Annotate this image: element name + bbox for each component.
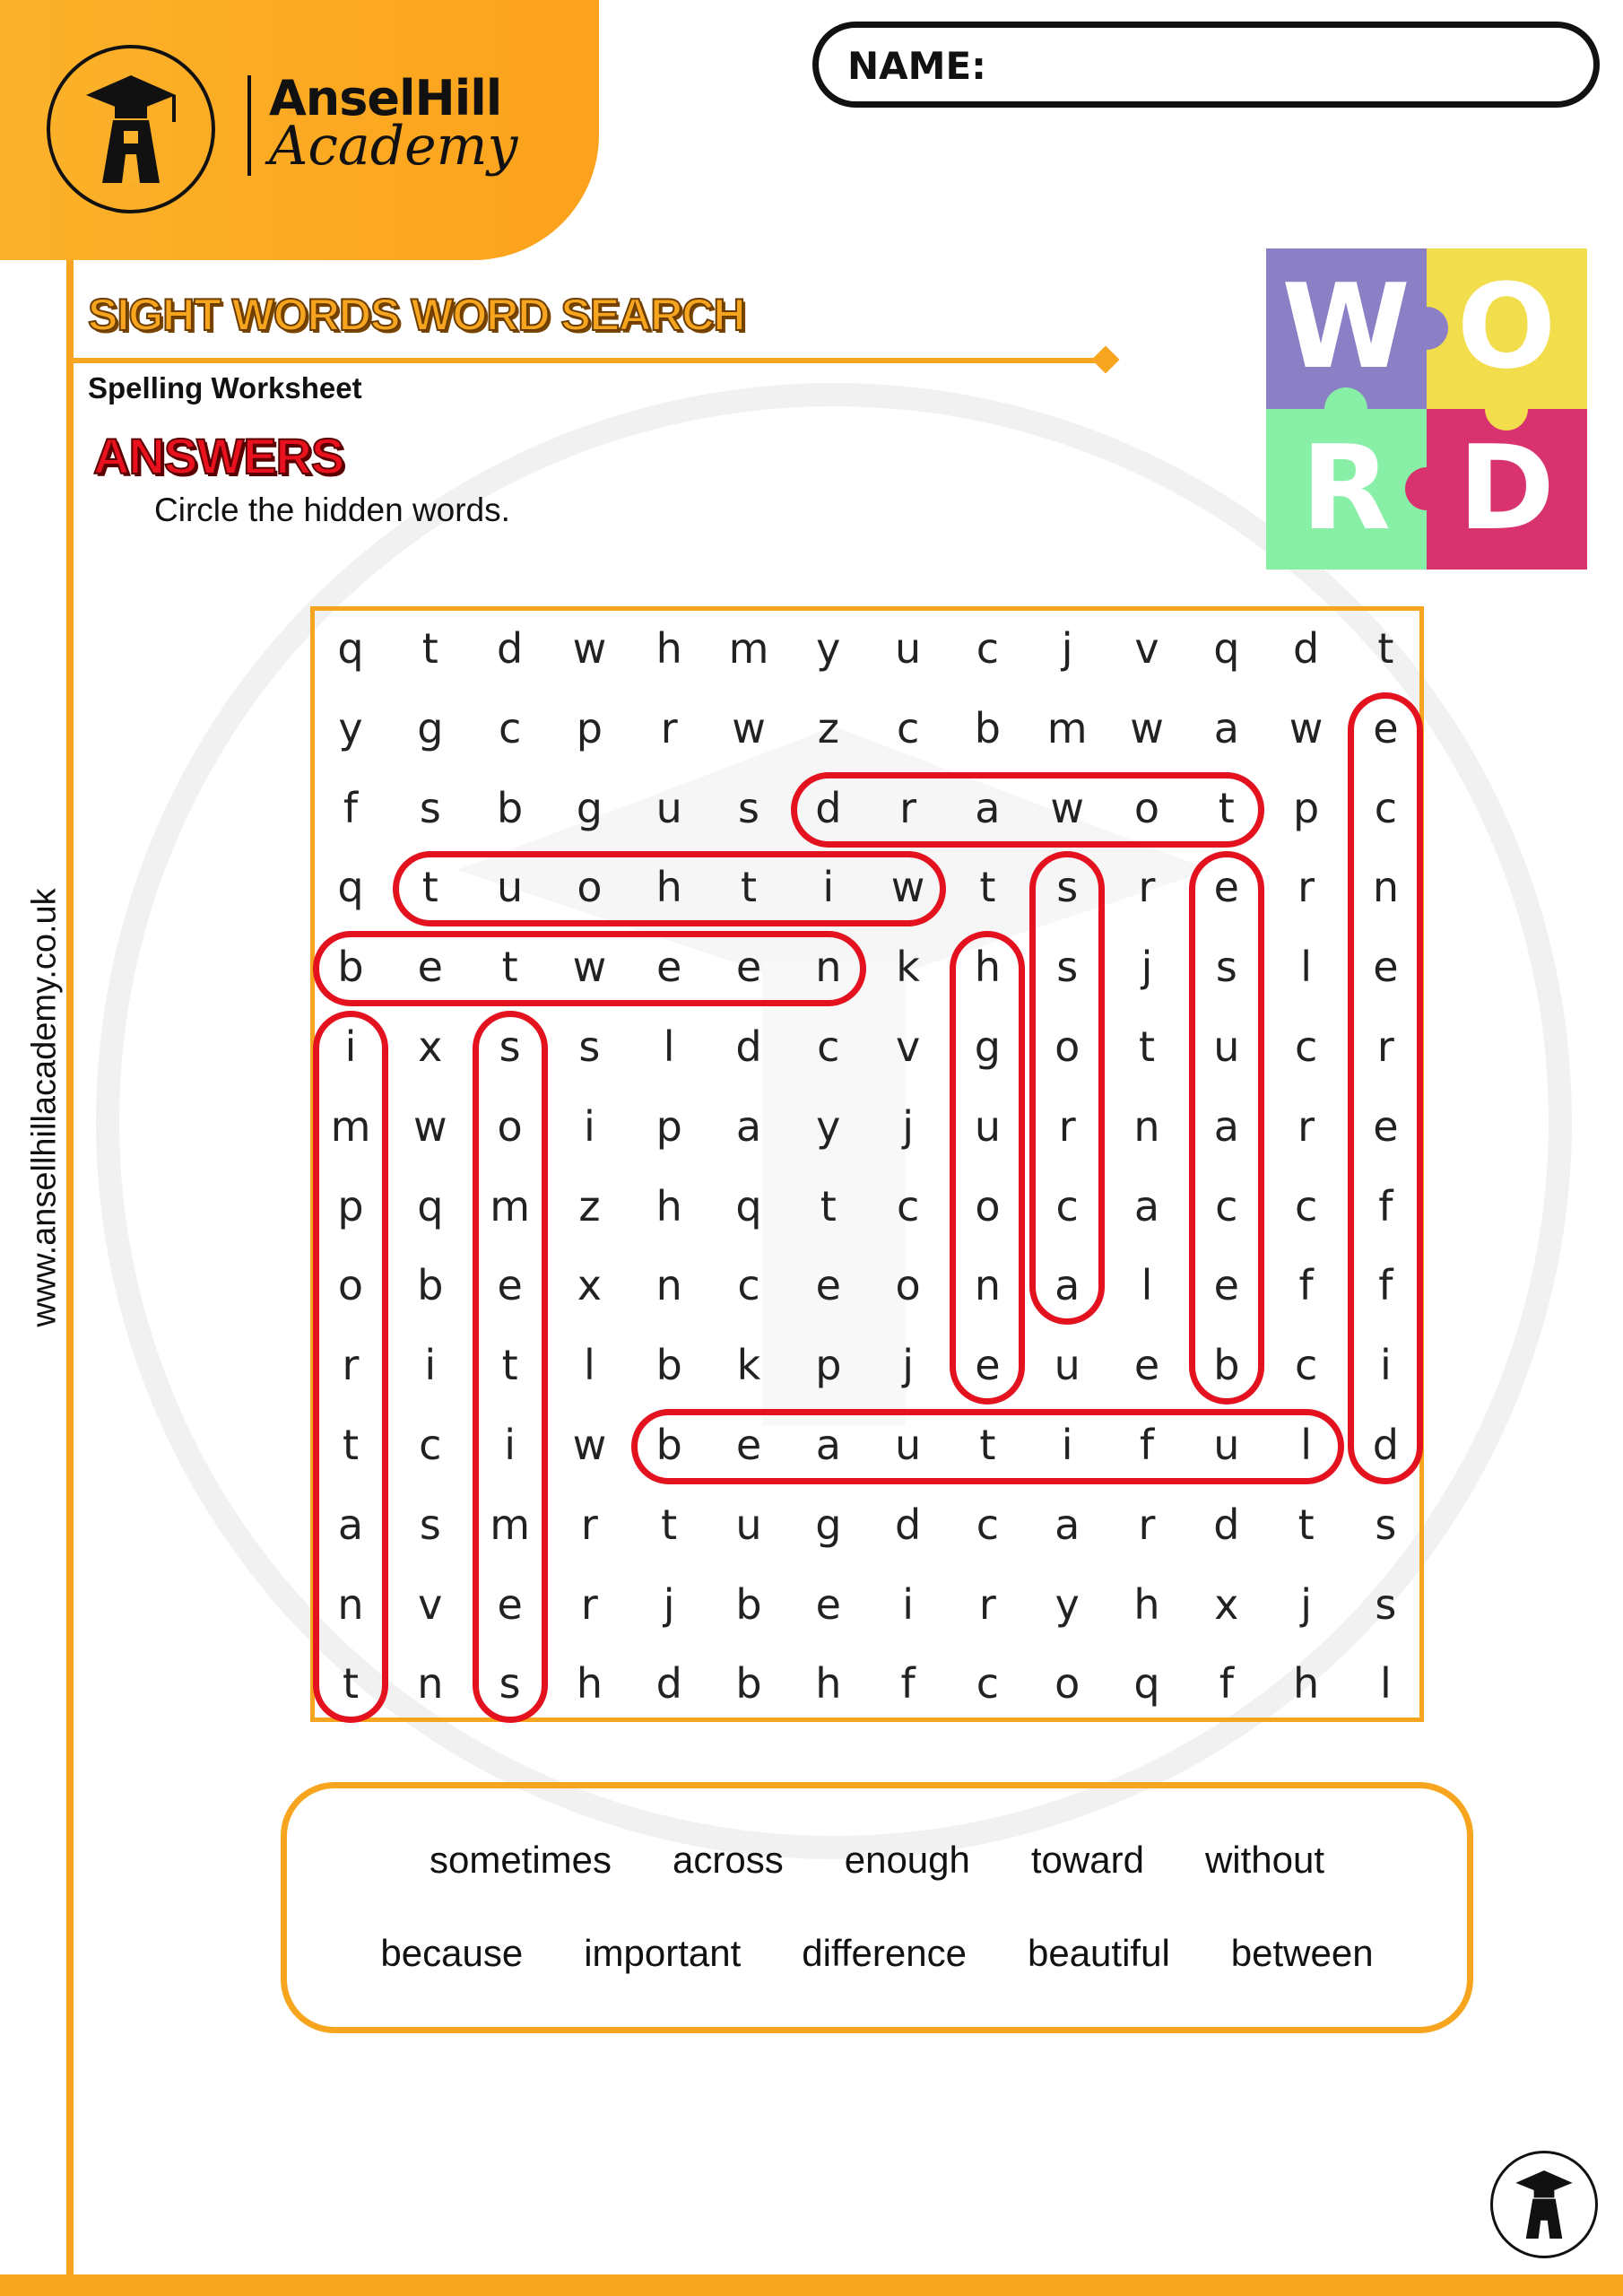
answer-ring-enough bbox=[950, 931, 1025, 1405]
grid-letter[interactable]: l bbox=[1141, 1261, 1153, 1310]
grid-letter[interactable]: r bbox=[342, 1341, 360, 1390]
grid-letter[interactable]: w bbox=[572, 1421, 607, 1469]
grid-letter[interactable]: q bbox=[337, 863, 364, 912]
grid-letter[interactable]: y bbox=[816, 624, 841, 673]
grid-letter[interactable]: f bbox=[1298, 1261, 1314, 1310]
grid-letter[interactable]: r bbox=[1138, 1500, 1156, 1549]
grid-letter[interactable]: c bbox=[1294, 1022, 1318, 1071]
word-bank-word: beautiful bbox=[1027, 1932, 1170, 1974]
answer-ring-without bbox=[393, 851, 946, 926]
grid-letter[interactable]: c bbox=[817, 1022, 840, 1071]
grid-letter[interactable]: b bbox=[496, 783, 524, 832]
grid-letter[interactable]: v bbox=[1134, 624, 1159, 673]
grid-letter[interactable]: o bbox=[1055, 1659, 1081, 1709]
mortarboard-tower-icon bbox=[1493, 2153, 1595, 2256]
grid-letter[interactable]: t bbox=[421, 624, 438, 673]
grid-letter[interactable]: c bbox=[419, 1421, 442, 1469]
grid-letter[interactable]: f bbox=[1378, 1181, 1393, 1231]
answer-ring-difference bbox=[1348, 692, 1423, 1484]
grid-letter[interactable]: u bbox=[735, 1500, 762, 1549]
grid-letter[interactable]: m bbox=[490, 1500, 530, 1549]
grid-letter[interactable]: t bbox=[342, 1421, 360, 1469]
page-subtitle: Spelling Worksheet bbox=[88, 371, 362, 404]
grid-letter[interactable]: b bbox=[735, 1659, 762, 1709]
grid-letter[interactable]: c bbox=[1055, 1181, 1079, 1231]
grid-letter[interactable]: b bbox=[974, 703, 1001, 752]
grid-letter[interactable]: u bbox=[1213, 1022, 1240, 1071]
grid-letter[interactable]: p bbox=[576, 703, 603, 752]
name-field[interactable] bbox=[812, 22, 1600, 108]
grid-letter[interactable]: o bbox=[497, 1101, 523, 1151]
grid-letter[interactable]: s bbox=[419, 783, 441, 832]
grid-letter[interactable]: e bbox=[497, 1261, 523, 1310]
grid-letter[interactable]: i bbox=[1061, 1421, 1073, 1469]
grid-letter[interactable]: w bbox=[412, 1101, 447, 1151]
grid-letter[interactable]: a bbox=[1213, 1101, 1239, 1151]
word-bank-word: because bbox=[380, 1932, 524, 1974]
grid-letter[interactable]: e bbox=[1133, 1341, 1160, 1390]
title-underline bbox=[72, 358, 1103, 363]
header-badge bbox=[0, 0, 599, 260]
grid-letter[interactable]: k bbox=[896, 943, 920, 992]
grid-letter[interactable]: e bbox=[497, 1579, 523, 1629]
grid-letter[interactable]: e bbox=[735, 943, 762, 992]
grid-letter[interactable]: m bbox=[490, 1181, 530, 1231]
grid-letter[interactable]: t bbox=[501, 943, 518, 992]
grid-letter[interactable]: e bbox=[1213, 1261, 1239, 1310]
grid-letter[interactable]: s bbox=[1056, 863, 1079, 912]
grid-letter[interactable]: l bbox=[1300, 1421, 1312, 1469]
grid-letter[interactable]: h bbox=[655, 1181, 682, 1231]
grid-letter[interactable]: l bbox=[1380, 1659, 1392, 1709]
grid-letter[interactable]: f bbox=[1139, 1421, 1155, 1469]
grid-letter[interactable]: e bbox=[815, 1579, 841, 1629]
grid-letter[interactable]: y bbox=[1055, 1579, 1080, 1629]
grid-letter[interactable]: s bbox=[1215, 943, 1237, 992]
grid-letter[interactable]: t bbox=[979, 863, 996, 912]
grid-letter[interactable]: i bbox=[902, 1579, 914, 1629]
grid-letter[interactable]: u bbox=[895, 624, 922, 673]
answer-ring-because bbox=[1189, 851, 1264, 1405]
grid-letter[interactable]: h bbox=[1133, 1579, 1160, 1629]
grid-letter[interactable]: o bbox=[895, 1261, 921, 1310]
grid-letter[interactable]: e bbox=[417, 943, 443, 992]
grid-letter[interactable]: c bbox=[737, 1261, 760, 1310]
grid-letter[interactable]: m bbox=[330, 1101, 371, 1151]
grid-letter[interactable]: g bbox=[576, 783, 603, 832]
grid-letter[interactable]: r bbox=[1298, 863, 1315, 912]
word-bank-row bbox=[287, 1839, 1467, 1882]
answer-ring-across bbox=[1029, 851, 1105, 1325]
word-bank-word: toward bbox=[1030, 1839, 1144, 1881]
grid-letter[interactable]: b bbox=[417, 1261, 444, 1310]
grid-letter[interactable]: a bbox=[337, 1500, 364, 1549]
grid-letter[interactable]: t bbox=[979, 1421, 996, 1469]
grid-letter[interactable]: q bbox=[1213, 624, 1240, 673]
word-bank-word: without bbox=[1204, 1839, 1325, 1881]
grid-letter[interactable]: o bbox=[577, 863, 603, 912]
grid-letter[interactable]: g bbox=[417, 703, 444, 752]
grid-letter[interactable]: a bbox=[1055, 1261, 1081, 1310]
grid-letter[interactable]: i bbox=[424, 1341, 437, 1390]
grid-letter[interactable]: a bbox=[1213, 703, 1239, 752]
grid-letter[interactable]: r bbox=[978, 1579, 996, 1629]
grid-letter[interactable]: a bbox=[815, 1421, 841, 1469]
grid-letter[interactable]: v bbox=[895, 1022, 921, 1071]
grid-letter[interactable]: j bbox=[663, 1579, 675, 1629]
grid-letter[interactable]: n bbox=[417, 1659, 444, 1709]
grid-letter[interactable]: j bbox=[1300, 1579, 1312, 1629]
grid-letter[interactable]: d bbox=[1292, 624, 1320, 673]
grid-letter[interactable]: h bbox=[974, 943, 1001, 992]
grid-letter[interactable]: q bbox=[417, 1181, 444, 1231]
grid-letter[interactable]: c bbox=[976, 1500, 1000, 1549]
instruction-text: Circle the hidden words. bbox=[154, 491, 510, 528]
grid-letter[interactable]: r bbox=[1058, 1101, 1076, 1151]
grid-letter[interactable]: s bbox=[1375, 1500, 1397, 1549]
grid-letter[interactable]: p bbox=[655, 1101, 682, 1151]
grid-letter[interactable]: b bbox=[1213, 1341, 1240, 1390]
grid-letter[interactable]: r bbox=[1376, 1022, 1394, 1071]
grid-letter[interactable]: e bbox=[656, 943, 682, 992]
grid-letter[interactable]: s bbox=[1375, 1579, 1397, 1629]
grid-letter[interactable]: j bbox=[1061, 624, 1073, 673]
grid-letter[interactable]: t bbox=[1298, 1500, 1315, 1549]
grid-letter[interactable]: n bbox=[815, 943, 842, 992]
puzzle-letter: W bbox=[1281, 258, 1410, 395]
grid-letter[interactable]: p bbox=[1292, 783, 1320, 832]
grid-letter[interactable]: c bbox=[1294, 1181, 1318, 1231]
grid-letter[interactable]: s bbox=[499, 1659, 521, 1709]
name-label: NAME: bbox=[847, 44, 986, 88]
grid-letter[interactable]: a bbox=[975, 783, 1001, 832]
grid-letter[interactable]: w bbox=[732, 703, 766, 752]
grid-letter[interactable]: d bbox=[815, 783, 842, 832]
grid-letter[interactable]: l bbox=[1300, 943, 1312, 992]
grid-letter[interactable]: t bbox=[1218, 783, 1235, 832]
grid-letter[interactable]: s bbox=[1056, 943, 1079, 992]
grid-letter[interactable]: x bbox=[577, 1261, 602, 1310]
grid-letter[interactable]: i bbox=[344, 1022, 357, 1071]
grid-letter[interactable]: t bbox=[501, 1341, 518, 1390]
grid-letter[interactable]: t bbox=[421, 863, 438, 912]
grid-letter[interactable]: n bbox=[337, 1579, 364, 1629]
mortarboard-tower-icon bbox=[50, 48, 212, 210]
grid-letter[interactable]: a bbox=[1133, 1181, 1160, 1231]
grid-letter[interactable]: w bbox=[1050, 783, 1084, 832]
grid-letter[interactable]: u bbox=[895, 1421, 922, 1469]
grid-letter[interactable]: m bbox=[1046, 703, 1088, 752]
grid-letter[interactable]: r bbox=[580, 1579, 598, 1629]
grid-letter[interactable]: z bbox=[817, 703, 839, 752]
grid-letter[interactable]: b bbox=[655, 1341, 682, 1390]
grid-letter[interactable]: w bbox=[1130, 703, 1164, 752]
grid-letter[interactable]: e bbox=[735, 1421, 762, 1469]
answer-ring-beautiful bbox=[631, 1409, 1343, 1484]
grid-letter[interactable]: f bbox=[900, 1659, 916, 1709]
answer-ring-between bbox=[313, 931, 866, 1006]
answer-ring-sometimes bbox=[473, 1011, 548, 1723]
grid-letter[interactable]: x bbox=[418, 1022, 443, 1071]
grid-letter[interactable]: o bbox=[1055, 1022, 1081, 1071]
grid-letter[interactable]: r bbox=[899, 783, 917, 832]
grid-letter[interactable]: h bbox=[815, 1659, 842, 1709]
word-bank-word: important bbox=[584, 1932, 742, 1974]
page-title: SIGHT WORDS WORD SEARCH bbox=[88, 290, 745, 340]
grid-letter[interactable]: j bbox=[902, 1101, 914, 1151]
grid-letter[interactable]: b bbox=[655, 1421, 682, 1469]
grid-letter[interactable]: t bbox=[1377, 624, 1394, 673]
grid-letter[interactable]: i bbox=[822, 863, 835, 912]
puzzle-letter: O bbox=[1456, 258, 1557, 395]
grid-letter[interactable]: r bbox=[1298, 1101, 1315, 1151]
grid-letter[interactable]: z bbox=[578, 1181, 601, 1231]
grid-letter[interactable]: n bbox=[1133, 1101, 1160, 1151]
grid-letter[interactable]: i bbox=[584, 1101, 595, 1151]
grid-letter[interactable]: e bbox=[1213, 863, 1239, 912]
grid-letter[interactable]: c bbox=[498, 703, 522, 752]
grid-letter[interactable]: a bbox=[735, 1101, 762, 1151]
grid-letter[interactable]: e bbox=[815, 1261, 841, 1310]
word-puzzle-icon bbox=[1266, 248, 1587, 570]
grid-letter[interactable]: s bbox=[419, 1500, 441, 1549]
grid-letter[interactable]: a bbox=[1055, 1500, 1081, 1549]
word-bank bbox=[281, 1782, 1473, 2033]
grid-letter[interactable]: r bbox=[580, 1500, 598, 1549]
grid-letter[interactable]: y bbox=[816, 1101, 841, 1151]
grid-letter[interactable]: q bbox=[337, 624, 364, 673]
grid-letter[interactable]: j bbox=[902, 1341, 914, 1390]
grid-letter[interactable]: c bbox=[896, 1181, 920, 1231]
grid-letter[interactable]: d bbox=[1372, 1421, 1399, 1469]
word-bank-word: between bbox=[1230, 1932, 1374, 1974]
grid-letter[interactable]: w bbox=[572, 943, 607, 992]
grid-letter[interactable]: c bbox=[976, 1659, 1000, 1709]
grid-letter[interactable]: e bbox=[1373, 1101, 1399, 1151]
grid-letter[interactable]: l bbox=[663, 1022, 675, 1071]
grid-letter[interactable]: t bbox=[342, 1659, 360, 1709]
grid-letter[interactable]: g bbox=[974, 1022, 1001, 1071]
answers-heading: ANSWERS bbox=[93, 428, 344, 484]
grid-letter[interactable]: u bbox=[974, 1101, 1001, 1151]
grid-letter[interactable]: j bbox=[1141, 943, 1153, 992]
brand-subname: Academy bbox=[269, 115, 518, 178]
grid-letter[interactable]: w bbox=[890, 863, 925, 912]
grid-letter[interactable]: c bbox=[1215, 1181, 1238, 1231]
grid-letter[interactable]: u bbox=[497, 863, 524, 912]
grid-letter[interactable]: h bbox=[655, 624, 682, 673]
grid-letter[interactable]: s bbox=[738, 783, 759, 832]
grid-letter[interactable]: y bbox=[338, 703, 363, 752]
website-url: www.ansellhillacademy.co.uk bbox=[25, 888, 64, 1327]
grid-letter[interactable]: u bbox=[1213, 1421, 1240, 1469]
answer-ring-toward bbox=[791, 772, 1264, 848]
word-bank-word: enough bbox=[844, 1839, 970, 1881]
grid-letter[interactable]: o bbox=[975, 1181, 1001, 1231]
word-bank-word: sometimes bbox=[429, 1839, 612, 1881]
grid-letter[interactable]: o bbox=[1133, 783, 1160, 832]
puzzle-letter: R bbox=[1300, 420, 1392, 556]
grid-letter[interactable]: h bbox=[1293, 1659, 1320, 1709]
grid-letter[interactable]: d bbox=[735, 1022, 762, 1071]
grid-letter[interactable]: v bbox=[418, 1579, 443, 1629]
left-rail bbox=[66, 260, 74, 2296]
grid-letter[interactable]: n bbox=[974, 1261, 1001, 1310]
grid-letter[interactable]: d bbox=[496, 624, 524, 673]
grid-letter[interactable]: c bbox=[896, 703, 920, 752]
grid-letter[interactable]: c bbox=[1374, 783, 1398, 832]
grid-letter[interactable]: q bbox=[735, 1181, 762, 1231]
grid-letter[interactable]: p bbox=[337, 1181, 364, 1231]
grid-letter[interactable]: p bbox=[815, 1341, 842, 1390]
grid-letter[interactable]: t bbox=[1138, 1022, 1156, 1071]
grid-letter[interactable]: f bbox=[1378, 1261, 1393, 1310]
grid-letter[interactable]: u bbox=[1054, 1341, 1081, 1390]
grid-letter[interactable]: n bbox=[655, 1261, 682, 1310]
bottom-bar bbox=[0, 2274, 1623, 2296]
grid-letter[interactable]: n bbox=[1372, 863, 1399, 912]
word-bank-word: difference bbox=[802, 1932, 967, 1974]
grid-letter[interactable]: d bbox=[1213, 1500, 1240, 1549]
grid-letter[interactable]: e bbox=[975, 1341, 1001, 1390]
grid-letter[interactable]: r bbox=[660, 703, 678, 752]
grid-letter[interactable]: o bbox=[337, 1261, 364, 1310]
grid-letter[interactable]: e bbox=[1373, 703, 1399, 752]
brand-name: AnselHill bbox=[269, 70, 502, 126]
grid-letter[interactable]: h bbox=[655, 863, 682, 912]
grid-letter[interactable]: b bbox=[337, 943, 364, 992]
grid-letter[interactable]: r bbox=[1138, 863, 1156, 912]
grid-letter[interactable]: u bbox=[655, 783, 682, 832]
grid-letter[interactable]: c bbox=[976, 624, 1000, 673]
grid-letter[interactable]: i bbox=[1380, 1341, 1392, 1390]
footer-logo bbox=[1490, 2151, 1598, 2258]
logo-divider bbox=[247, 75, 251, 176]
grid-letter[interactable]: w bbox=[572, 624, 607, 673]
grid-letter[interactable]: i bbox=[504, 1421, 516, 1469]
grid-letter[interactable]: s bbox=[499, 1022, 521, 1071]
grid-letter[interactable]: k bbox=[736, 1341, 761, 1390]
word-bank-word: across bbox=[673, 1839, 784, 1881]
grid-letter[interactable]: d bbox=[894, 1500, 922, 1549]
grid-letter[interactable]: h bbox=[576, 1659, 603, 1709]
grid-letter[interactable]: d bbox=[655, 1659, 682, 1709]
grid-letter[interactable]: s bbox=[578, 1022, 601, 1071]
grid-letter[interactable]: l bbox=[584, 1341, 595, 1390]
answer-ring-important bbox=[313, 1011, 388, 1723]
grid-letter[interactable]: t bbox=[740, 863, 758, 912]
puzzle-letter: D bbox=[1458, 420, 1555, 556]
grid-letter[interactable]: g bbox=[815, 1500, 842, 1549]
academy-logo bbox=[47, 45, 215, 213]
grid-letter[interactable]: x bbox=[1214, 1579, 1239, 1629]
grid-letter[interactable]: c bbox=[1294, 1341, 1318, 1390]
grid-letter[interactable]: m bbox=[728, 624, 769, 673]
grid-letter[interactable]: f bbox=[343, 783, 359, 832]
grid-letter[interactable]: q bbox=[1133, 1659, 1160, 1709]
grid-letter[interactable]: t bbox=[661, 1500, 678, 1549]
grid-letter[interactable]: t bbox=[820, 1181, 837, 1231]
grid-letter[interactable]: f bbox=[1219, 1659, 1234, 1709]
grid-letter[interactable]: b bbox=[735, 1579, 762, 1629]
grid-letter[interactable]: e bbox=[1373, 943, 1399, 992]
word-bank-row bbox=[287, 1932, 1467, 1975]
grid-letter[interactable]: w bbox=[1289, 703, 1324, 752]
